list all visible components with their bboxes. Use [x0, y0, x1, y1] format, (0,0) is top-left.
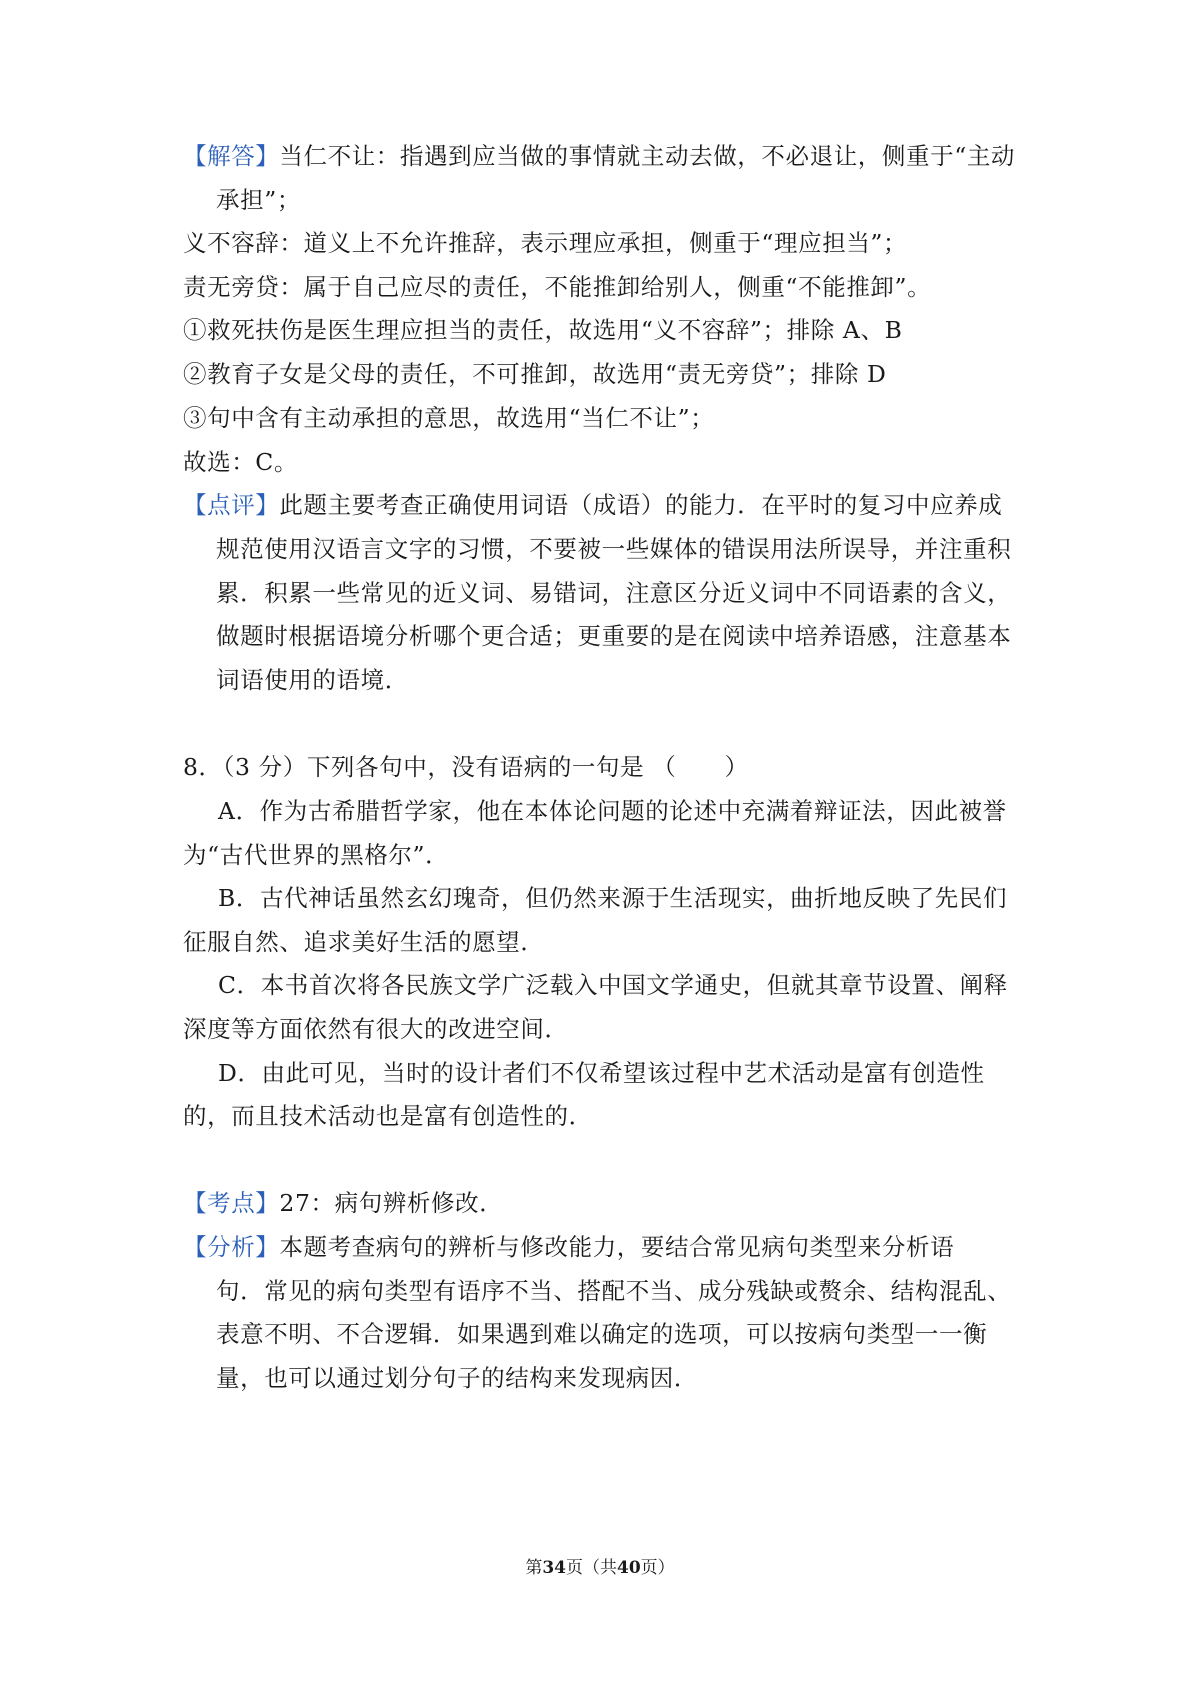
footer-page-number: 34	[542, 1558, 566, 1578]
footer-middle: 页（共	[566, 1558, 617, 1578]
option-b-line-2: 征服自然、追求美好生活的愿望．	[183, 928, 545, 956]
analysis-text-1: 本题考查病句的辨析与修改能力，要结合常见病句类型来分析语	[279, 1233, 955, 1261]
footer-suffix: 页）	[640, 1558, 675, 1578]
comment-line-1	[183, 488, 1043, 522]
comment-tag: 【点评】	[183, 491, 280, 519]
answer-text-1: 当仁不让：指遇到应当做的事情就主动去做，不必退让，侧重于“主动	[279, 142, 1016, 170]
option-b-line-1: B．古代神话虽然玄幻瑰奇，但仍然来源于生活现实，曲折地反映了先民们	[218, 884, 1008, 912]
comment-line-2: 规范使用汉语言文字的习惯，不要被一些媒体的错误用法所误导，并注重积	[216, 535, 1012, 563]
option-a-line-1: A．作为古希腊哲学家，他在本体论问题的论述中充满着辩证法，因此被誉	[218, 797, 1007, 825]
answer-body-1: 义不容辞：道义上不允许推辞，表示理应承担，侧重于“理应担当”；	[183, 229, 908, 257]
knowledge-point-line	[183, 1186, 1043, 1220]
answer-body-3: ①救死扶伤是医生理应担当的责任，故选用“义不容辞”；排除 A、B	[183, 316, 903, 344]
option-c-line-2: 深度等方面依然有很大的改进空间．	[183, 1015, 569, 1043]
footer-total-pages: 40	[617, 1558, 641, 1578]
comment-line-3: 累．积累一些常见的近义词、易错词，注意区分近义词中不同语素的含义，	[216, 579, 1012, 607]
knowledge-point-text: 27：病句辨析修改．	[279, 1189, 504, 1217]
answer-body-6: 故选：C。	[183, 448, 298, 476]
comment-line-4: 做题时根据语境分析哪个更合适；更重要的是在阅读中培养语感，注意基本	[216, 622, 1012, 650]
analysis-line-1	[183, 1230, 1043, 1264]
option-d-line-2: 的，而且技术活动也是富有创造性的．	[183, 1102, 593, 1130]
answer-line-2: 承担”；	[216, 186, 301, 214]
analysis-line-4: 量，也可以通过划分句子的结构来发现病因．	[216, 1364, 698, 1392]
answer-body-5: ③句中含有主动承担的意思，故选用“当仁不让”；	[183, 404, 715, 432]
answer-tag: 【解答】	[183, 142, 280, 170]
analysis-line-3: 表意不明、不合逻辑．如果遇到难以确定的选项，可以按病句类型一一衡	[216, 1320, 988, 1348]
option-c-line-1: C．本书首次将各民族文学广泛载入中国文学通史，但就其章节设置、阐释	[218, 971, 1008, 999]
answer-body-4: ②教育子女是父母的责任，不可推卸，故选用“责无旁贷”；排除 D	[183, 360, 887, 388]
comment-line-5: 词语使用的语境．	[216, 666, 409, 694]
question-stem: 8．（3 分）下列各句中，没有语病的一句是 （ ）	[183, 753, 749, 781]
knowledge-point-tag: 【考点】	[183, 1189, 280, 1217]
answer-body-2: 责无旁贷：属于自己应尽的责任，不能推卸给别人，侧重“不能推卸”。	[183, 273, 932, 301]
analysis-line-2: 句．常见的病句类型有语序不当、搭配不当、成分残缺或赘余、结构混乱、	[216, 1277, 1012, 1305]
analysis-tag: 【分析】	[183, 1233, 280, 1261]
option-d-line-1: D．由此可见，当时的设计者们不仅希望该过程中艺术活动是富有创造性	[218, 1059, 985, 1087]
footer-prefix: 第	[525, 1558, 543, 1578]
comment-text-1: 此题主要考查正确使用词语（成语）的能力．在平时的复习中应养成	[279, 491, 1003, 519]
answer-line-1	[183, 139, 1043, 173]
option-a-line-2: 为“古代世界的黑格尔”．	[183, 841, 450, 869]
page-footer	[0, 1556, 1200, 1580]
